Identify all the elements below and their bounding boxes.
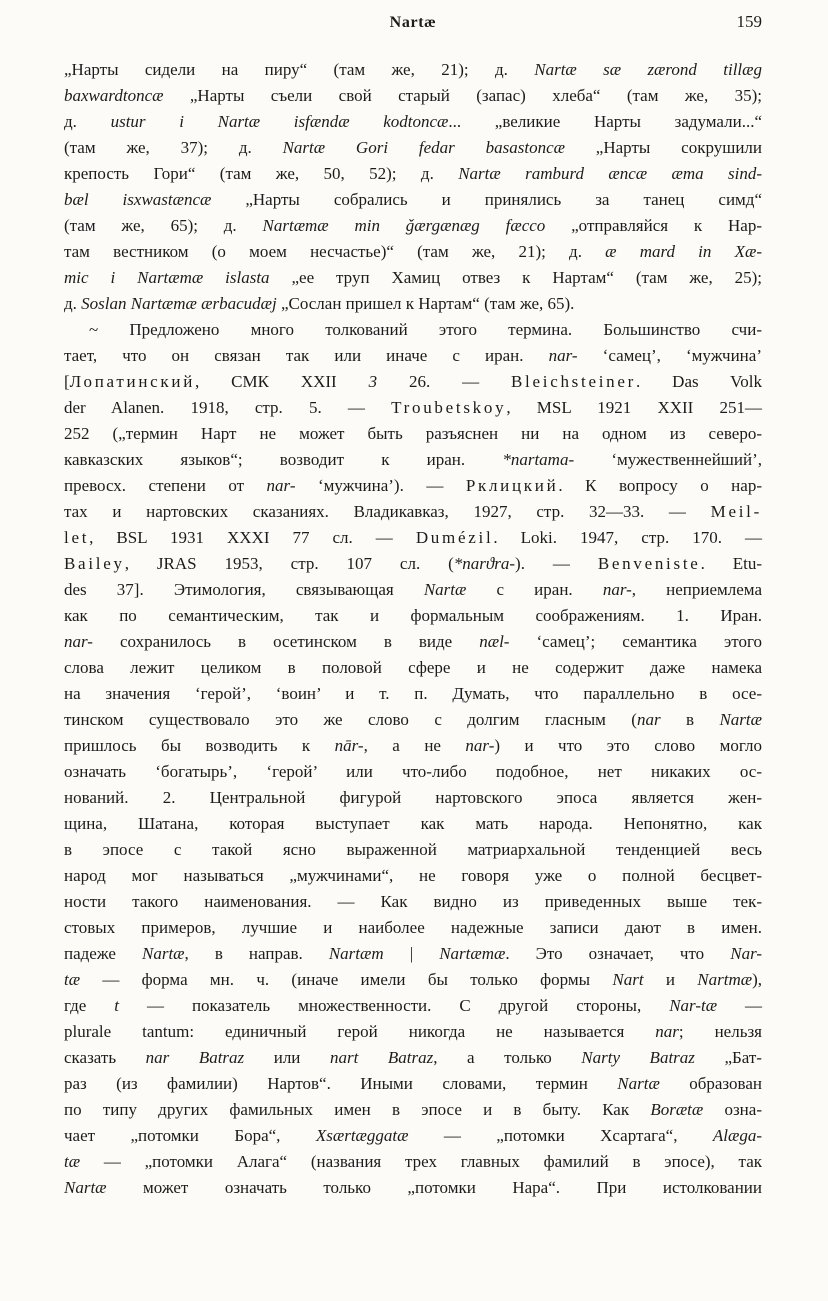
text-line [64,109,762,135]
text-line [64,733,762,759]
text-run: Narty Batraz [581,1048,695,1067]
text-run: ... „великие Нарты задумали...“ [448,112,762,131]
text-run: , MSL 1921 XXII 251— [506,398,763,417]
text-run: nār- [334,736,364,755]
text-run: тинском существовало это же слово с долгим гласным ( [64,710,637,729]
text-run: означать ‘богатырь’, ‘герой’ или что-либо подобное, нет никаких ос- [64,762,762,781]
text-run: где [64,996,115,1015]
text-line [64,837,762,863]
text-run: Nartæ [141,944,185,963]
text-run: Рклицкий [465,476,559,495]
text-run: . К вопросу о нар- [558,476,762,495]
text-run: nart Batraz [329,1048,434,1067]
text-line [64,863,762,889]
text-run: в [660,710,720,729]
text-run: , а только [433,1048,582,1067]
text-run: „Нарты собрались и принялись за танец симд“ [211,190,762,209]
text-run: . Это означает, что [505,944,731,963]
text-line [64,83,762,109]
text-run: nar- [64,632,93,651]
text-run: tæ [64,1152,81,1171]
text-run: ~ Предложено много толкований этого термина. Большинство счи- [89,320,762,339]
text-run: (там же, 65); д. [64,216,263,235]
text-line [64,551,762,577]
text-line [64,707,762,733]
text-line [64,213,762,239]
text-run: *narϑra- [453,554,516,573]
text-run: — „потомки Алага“ (названия трех главных фамилий в эпосе), так [80,1152,762,1171]
text-run: , СМК XXII [195,372,369,391]
text-line [64,421,762,447]
text-run: ustur i Nartæ isfændæ kodtoncæ [110,112,449,131]
text-run: , BSL 1931 XXXI 77 сл. — [89,528,416,547]
text-run: baxwardtoncæ [64,86,164,105]
text-run: там вестником (о моем несчастье)“ (там же, 21); д. [64,242,606,261]
text-run: стовых примеров, лучшие и наиболее надежные записи дают в имен. [64,918,762,937]
text-line [64,473,762,499]
text-run: nar [636,710,661,729]
text-run: на значения ‘герой’, ‘воин’ и т. п. Думать, что параллельно в осе- [64,684,762,703]
page-body [64,57,762,1201]
text-run: [ [64,372,70,391]
text-line [64,1045,762,1071]
text-run: „отправляйся к Нар- [545,216,762,235]
text-run: Soslan Nartæmæ ærbacudæj [81,294,277,313]
text-run: Nar- [730,944,763,963]
text-run: тах и нартовских сказаниях. Владикавказ, 1927, стр. 32—33. — [64,502,711,521]
text-run: слова лежит целиком в половой сфере и не содержит даже намека [64,658,762,677]
text-run: Nar-tæ [669,996,718,1015]
text-line [64,161,762,187]
paragraph [64,57,762,317]
text-run: Nartæ [423,580,467,599]
text-line [64,993,762,1019]
text-run: — [717,996,763,1015]
text-line [64,1123,762,1149]
text-run: ‘мужчина’). — [295,476,466,495]
text-run: , JRAS 1953, стр. 107 сл. ( [124,554,454,573]
text-run: Alæga- [712,1126,763,1145]
text-run: Nartæmæ [439,944,506,963]
text-line [64,1071,762,1097]
text-run: . Das Volk [636,372,762,391]
text-line [64,681,762,707]
text-line [64,577,762,603]
text-run: ности такого наименования. — Как видно из приведенных выше тек- [64,892,762,911]
text-run: mic i Nartæmæ islasta [64,268,270,287]
text-run: пришлось бы возводить к [64,736,335,755]
text-run: Nartæ ramburd æncæ æma sind- [458,164,763,183]
text-line [64,447,762,473]
text-run: 3 [368,372,378,391]
text-run: bæl isxwastæncæ [64,190,212,209]
text-run: или [244,1048,330,1067]
page-number: 159 [736,12,762,31]
text-run: — форма мн. ч. (иначе имели бы только формы [80,970,613,989]
text-run: Лопатинский [69,372,196,391]
text-line [64,915,762,941]
text-run: — показатель множественности. С другой стороны, [119,996,670,1015]
text-run: tæ [64,970,81,989]
text-run: „ее труп Хамиц отвез к Нартам“ (там же, 25); [269,268,762,287]
text-run: ), [752,970,762,989]
text-run: | [383,944,440,963]
text-run: Nartæ [64,1178,107,1197]
text-line [64,1149,762,1175]
text-line [64,343,762,369]
text-run: Bailey [64,554,125,573]
text-run: der Alanen. 1918, стр. 5. — [64,398,392,417]
text-run: nar- [602,580,632,599]
text-run: ; нельзя [678,1022,762,1041]
text-run: nar- [266,476,296,495]
text-run: и [643,970,698,989]
text-run: „Нарты съели свой старый (запас) хлеба“ (там же, 35); [163,86,762,105]
text-run: 252 („термин Нарт не может быть разъяснен ни на одном из северо- [64,424,762,443]
text-line [64,395,762,421]
text-run: . Etu- [700,554,763,573]
text-run: чает „потомки Бора“, [64,1126,316,1145]
text-run: Xsærtæggatæ [315,1126,409,1145]
text-run: Nartæmæ min ǧærgænæg fæcco [262,216,546,235]
running-head-title: Nartæ [389,14,437,31]
text-run: тает, что он связан так или иначе с иран. [64,346,549,365]
text-run: Bleichsteiner [510,372,637,391]
text-line [64,369,762,395]
text-run: des 37]. Этимология, связывающая [64,580,424,599]
text-run: сохранилось в осетинском в виде [92,632,480,651]
text-run: ‘самец’; семантика этого [509,632,763,651]
text-line [64,785,762,811]
text-run: Benveniste [597,554,701,573]
text-line [64,941,762,967]
text-run: нований. 2. Центральной фигурой нартовского эпоса является жен- [64,788,762,807]
text-run: nar- [548,346,578,365]
text-line [64,759,762,785]
text-line [64,317,762,343]
text-run: , неприемлема [631,580,762,599]
text-run: щина, Шатана, которая выступает как мать народа. Непонятно, как [64,814,762,833]
text-run: Nartæm [328,944,384,963]
text-run: кавказских языков“; возводит к иран. [64,450,503,469]
text-line [64,265,762,291]
text-run: ) и что это слово могло [494,736,762,755]
text-run: — „потомки Хсартага“, [408,1126,713,1145]
text-run: озна- [703,1100,762,1119]
text-run: Nartæ [617,1074,660,1093]
text-run: Nartæ Gori fedar basastoncæ [282,138,565,157]
text-run: nar [655,1022,679,1041]
text-run: Meil- [710,502,762,521]
text-line [64,499,762,525]
text-line [64,1175,762,1201]
text-run: Borætæ [650,1100,704,1119]
text-line [64,603,762,629]
text-run: как по семантическим, так и формальным соображениям. 1. Иран. [64,606,762,625]
text-run: в эпосе с такой ясно выраженной матриархальной тенденцией весь [64,840,762,859]
text-run: падеже [64,944,142,963]
text-run: nar- [465,736,495,755]
page-header [64,12,762,33]
text-line [64,1097,762,1123]
text-run: Nartæ [719,710,762,729]
text-run: образован [659,1074,762,1093]
text-line [64,239,762,265]
text-run: ‘мужественнейший’, [574,450,762,469]
text-run: превосх. степени от [64,476,267,495]
text-run: ). — [515,554,598,573]
text-run: nar Batraz [145,1048,245,1067]
text-run: æ mard in Xæ- [605,242,762,261]
text-run: *nartama- [502,450,575,469]
text-run: , а не [363,736,466,755]
text-run: по типу других фамильных имен в эпосе и в быту. Как [64,1100,651,1119]
text-line [64,525,762,551]
text-run: 26. — [377,372,511,391]
text-line [64,811,762,837]
text-run: Nart [612,970,644,989]
text-run: „Нарты сокрушили [564,138,762,157]
text-line [64,967,762,993]
text-run: народ мог называться „мужчинами“, не говоря уже о полной бесцвет- [64,866,762,885]
text-run: næl- [479,632,510,651]
text-line [64,1019,762,1045]
text-run: с иран. [466,580,603,599]
text-run: раз (из фамилии) Нартов“. Иными словами, термин [64,1074,618,1093]
text-run: может означать только „потомки Нара“. При истолковании [106,1178,762,1197]
paragraph [64,317,762,1201]
text-run: , в направ. [184,944,329,963]
text-run: сказать [64,1048,146,1067]
text-line [64,889,762,915]
text-run: Dumézil [415,528,494,547]
text-run: крепость Гори“ (там же, 50, 52); д. [64,164,459,183]
text-run: ‘самец’, ‘мужчина’ [577,346,762,365]
text-line [64,655,762,681]
text-run: „Бат- [694,1048,762,1067]
text-run: (там же, 37); д. [64,138,283,157]
text-run: д. [64,112,111,131]
text-line [64,135,762,161]
text-run: Troubetskoy [391,398,507,417]
text-line [64,629,762,655]
text-run: t [114,996,120,1015]
text-line [64,187,762,213]
text-run: „Нарты сидели на пиру“ (там же, 21); д. [64,60,535,79]
text-line [64,291,762,317]
text-line [64,57,762,83]
text-run: . Loki. 1947, стр. 170. — [493,528,762,547]
text-run: plurale tantum: единичный герой никогда не называется [64,1022,656,1041]
text-run: let [64,528,90,547]
text-run: „Сослан пришел к Нартам“ (там же, 65). [276,294,575,313]
text-run: Nartmæ [697,970,753,989]
text-run: Nartæ sæ zærond tillæg [534,60,762,79]
text-run: д. [64,294,82,313]
